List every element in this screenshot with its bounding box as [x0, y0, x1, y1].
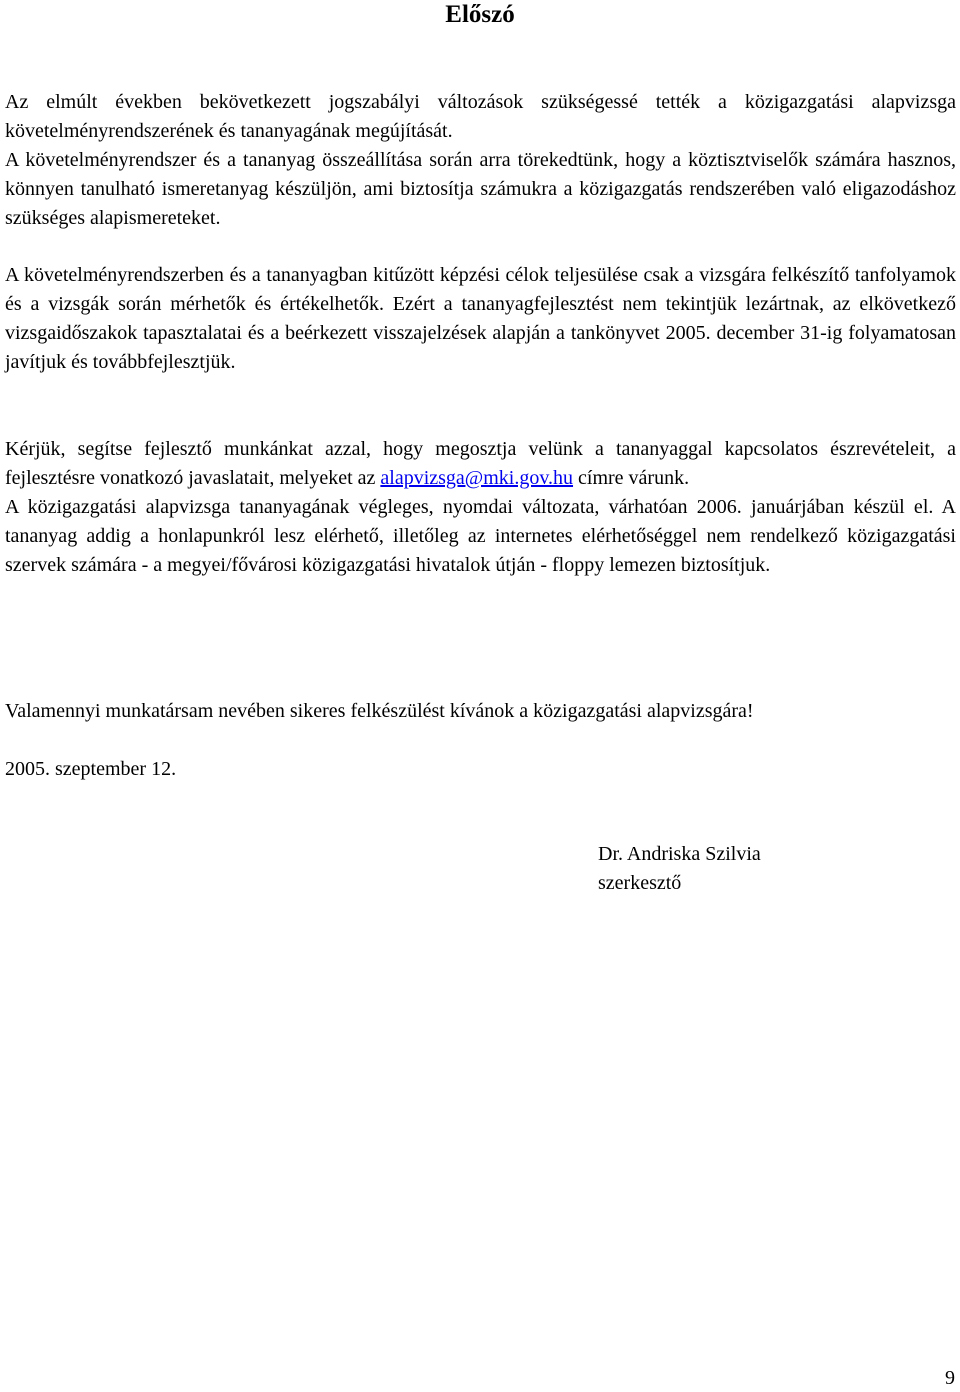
paragraph-development: A követelményrendszerben és a tananyagban kitűzött képzési célok teljesülése csak a vizsgára felkészítő tanfolyamok és a vizsgák során mérhetők és értékelhetők. Ezért a tananyagfejlesztést nem tekintjük lezártnak, az elkövetkező vizsgaidőszakok tapasztalatai és a beérkezett visszajelzések alapján a tankönyvet 2005. december 31-ig folyamatosan javítjuk és továbbfejlesztjük. [5, 264, 956, 373]
email-link[interactable]: alapvizsga@mki.gov.hu [380, 467, 574, 489]
intro-block [5, 88, 956, 233]
signature-name: Dr. Andriska Szilvia [598, 843, 761, 865]
signature-role: szerkesztő [598, 872, 682, 894]
paragraph-wishes: Valamennyi munkatársam nevében sikeres felkészülést kívánok a közigazgatási alapvizsgára! [5, 700, 754, 722]
wishes-block [5, 697, 956, 726]
document-date: 2005. szeptember 12. [5, 758, 177, 780]
page-title: Előszó [445, 1, 515, 28]
date-block [5, 755, 956, 784]
paragraph-feedback [5, 435, 956, 493]
paragraph-legal-changes: Az elmúlt években bekövetkezett jogszabályi változások szükségessé tették a közigazgatási alapvizsga követelményrendszerének és tananyagának megújítását. [5, 91, 956, 142]
feedback-block [5, 435, 956, 580]
feedback-text-before: Kérjük, segítse fejlesztő munkánkat azzal, hogy megosztja velünk a tananyaggal kapcsolatos észrevételeit, a fejlesztésre vonatkozó javaslatait, melyeket az [5, 438, 956, 489]
page-number: 9 [945, 1367, 955, 1389]
signature-block [598, 840, 761, 898]
paragraph-final-version: A közigazgatási alapvizsga tananyagának végleges, nyomdai változata, várhatóan 2006. januárjában készül el. A tananyag addig a honlapunkról lesz elérhető, illetőleg az internetes elérhetőséggel nem rendelkező közigazgatási szervek számára - a megyei/fővárosi közigazgatási hivatalok útján - floppy lemezen biztosítjuk. [5, 496, 956, 576]
feedback-text-after: címre várunk. [573, 467, 690, 489]
development-block [5, 261, 956, 377]
paragraph-aims: A követelményrendszer és a tananyag összeállítása során arra törekedtünk, hogy a köztisztviselők számára hasznos, könnyen tanulható ismeretanyag készüljön, ami biztosítja számukra a közigazgatás rendszerében való eligazodáshoz szükséges alapismereteket. [5, 149, 956, 229]
